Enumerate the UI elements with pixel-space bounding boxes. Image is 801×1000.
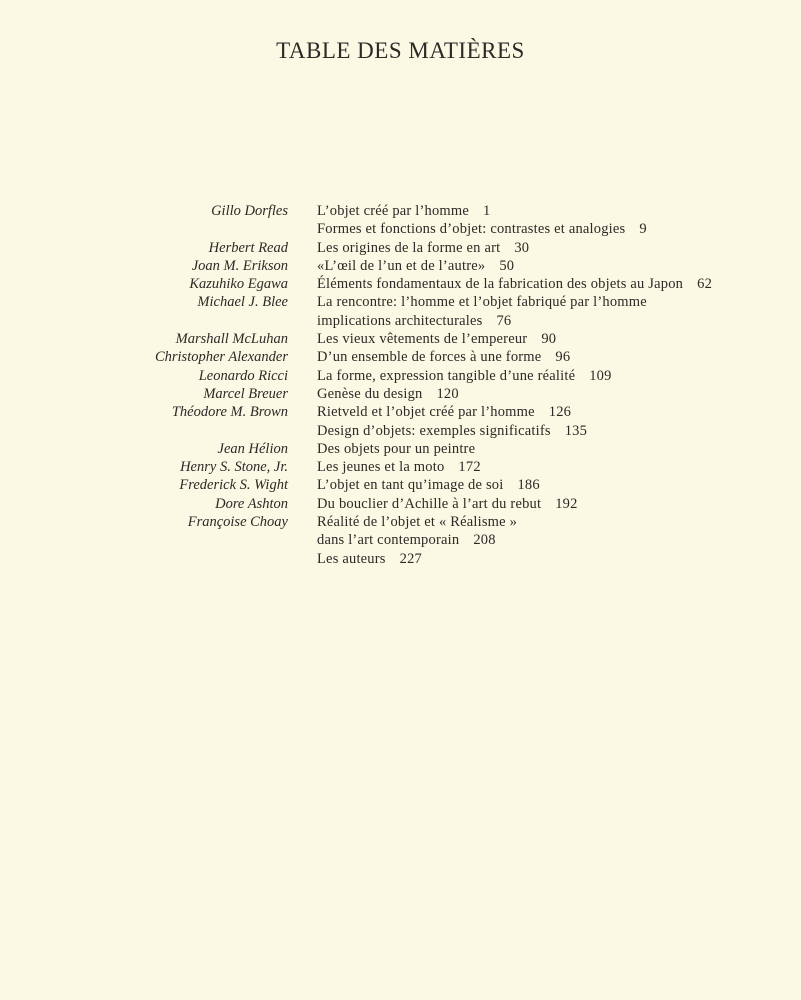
toc-entry (317, 550, 422, 568)
toc-row (0, 458, 801, 476)
toc-author: Jean Hélion (217, 440, 288, 457)
table-of-contents (0, 202, 801, 568)
toc-entry (317, 312, 511, 330)
toc-title: Éléments fondamentaux de la fabrication des objets au Japon (317, 276, 684, 293)
toc-page-number: 9 (639, 221, 647, 238)
toc-title: implications architecturales (317, 312, 483, 329)
toc-entry (317, 531, 496, 549)
toc-title: Des objets pour un peintre (317, 440, 476, 457)
toc-author: Françoise Choay (187, 514, 288, 531)
toc-title: La forme, expression tangible d’une réalité (317, 367, 576, 384)
toc-row (0, 495, 801, 513)
toc-author: Marshall McLuhan (175, 331, 288, 348)
toc-entry (317, 513, 531, 531)
toc-entry (317, 348, 570, 366)
toc-page-number: 126 (548, 404, 572, 421)
toc-page-number: 227 (399, 550, 422, 567)
toc-title: «L’œil de l’un et de l’autre» (317, 257, 486, 274)
toc-page-number: 186 (517, 477, 540, 494)
toc-author: Kazuhiko Egawa (189, 276, 288, 293)
toc-row (0, 385, 801, 403)
toc-page-number: 120 (436, 385, 459, 402)
toc-row (0, 239, 801, 257)
toc-author: Herbert Read (208, 239, 288, 256)
toc-title: Les origines de la forme en art (317, 239, 501, 256)
toc-author: Michael J. Blee (197, 294, 288, 311)
toc-entry (317, 367, 612, 385)
toc-page-number: 109 (589, 367, 612, 384)
toc-page-number: 172 (458, 459, 481, 476)
toc-entry (317, 476, 540, 494)
toc-title: L’objet créé par l’homme (317, 203, 470, 219)
toc-title: La rencontre: l’homme et l’objet fabriqué par l’homme (317, 294, 647, 311)
toc-author: Gillo Dorfles (211, 203, 288, 219)
toc-title: Genèse du design (317, 385, 423, 402)
toc-page-number: 208 (473, 532, 496, 549)
toc-row (0, 275, 801, 293)
toc-page-number: 96 (555, 349, 571, 366)
toc-title: Formes et fonctions d’objet: contrastes et analogies (317, 221, 626, 238)
toc-row (0, 293, 801, 311)
toc-entry (317, 257, 514, 275)
toc-entry (317, 239, 529, 257)
toc-author: Christopher Alexander (154, 349, 288, 366)
toc-author: Marcel Breuer (203, 385, 288, 402)
toc-row (0, 330, 801, 348)
toc-page-number: 90 (541, 331, 557, 348)
toc-title: dans l’art contemporain (317, 532, 460, 549)
toc-title: Les vieux vêtements de l’empereur (317, 331, 528, 348)
toc-author: Théodore M. Brown (171, 404, 288, 421)
toc-row (0, 257, 801, 275)
toc-title: Rietveld et l’objet créé par l’homme (317, 404, 535, 421)
toc-entry (317, 403, 571, 421)
toc-row (0, 550, 801, 568)
toc-entry (317, 495, 578, 513)
toc-entry (317, 422, 587, 440)
toc-page-number: 50 (499, 257, 515, 274)
toc-row (0, 440, 801, 458)
toc-row (0, 312, 801, 330)
toc-title: Réalité de l’objet et « Réalisme » (317, 514, 518, 531)
toc-row (0, 476, 801, 494)
toc-row (0, 531, 801, 549)
toc-entry (317, 440, 489, 458)
toc-page-number: 135 (564, 422, 588, 439)
toc-page-number: 76 (496, 312, 512, 329)
toc-entry (317, 385, 459, 403)
toc-author: Leonardo Ricci (198, 367, 288, 384)
toc-entry (317, 330, 556, 348)
toc-title: Du bouclier d’Achille à l’art du rebut (317, 495, 542, 512)
toc-page-number: 1 (483, 203, 491, 219)
toc-author: Joan M. Erikson (191, 257, 288, 274)
toc-title: Design d’objets: exemples significatifs (317, 422, 551, 439)
toc-row (0, 220, 801, 238)
toc-title: Les auteurs (317, 550, 386, 567)
toc-author: Dore Ashton (215, 495, 288, 512)
toc-row (0, 422, 801, 440)
toc-page-number: 62 (697, 276, 713, 293)
toc-row (0, 367, 801, 385)
toc-title: L’objet en tant qu’image de soi (317, 477, 504, 494)
toc-entry (317, 293, 661, 311)
page-title: TABLE DES MATIÈRES (276, 38, 525, 63)
toc-row (0, 513, 801, 531)
toc-title: D’un ensemble de forces à une forme (317, 349, 542, 366)
toc-row (0, 403, 801, 421)
toc-author: Henry S. Stone, Jr. (180, 459, 288, 476)
toc-entry (317, 275, 712, 293)
toc-entry (317, 458, 481, 476)
toc-entry (317, 202, 490, 220)
toc-page-number: 30 (514, 239, 530, 256)
toc-row (0, 348, 801, 366)
toc-entry (317, 220, 647, 238)
toc-author: Frederick S. Wight (179, 477, 288, 494)
toc-title: Les jeunes et la moto (317, 459, 445, 476)
toc-row (0, 202, 801, 220)
toc-page-number: 192 (555, 495, 578, 512)
